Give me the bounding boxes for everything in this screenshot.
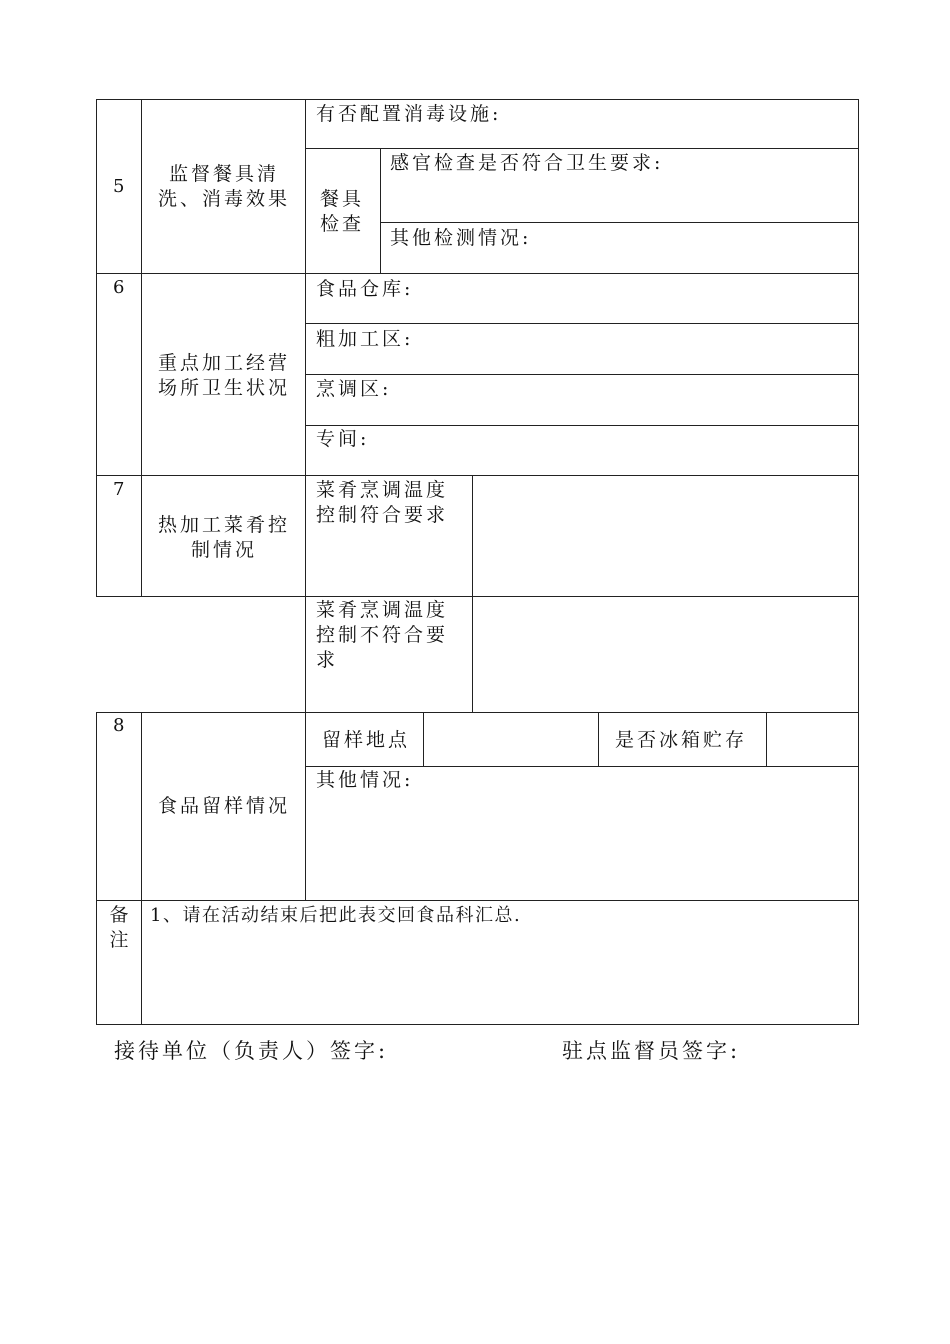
row-5-number: 5 [113,176,125,197]
sensory-check-field[interactable]: 感官检查是否符合卫生要求: [390,152,664,174]
receiving-unit-signature[interactable]: 接待单位（负责人）签字: [114,1039,389,1063]
row-6-number: 6 [113,277,125,298]
sample-location-label: 留样地点 [322,729,411,751]
disinfection-facility-field[interactable]: 有否配置消毒设施: [316,103,502,125]
fridge-storage-field[interactable] [769,715,857,765]
remarks-label: 备注 [109,904,129,951]
remarks-text: 1、请在活动结束后把此表交回食品科汇总. [150,905,522,926]
temp-compliant-field[interactable] [476,478,856,593]
temp-noncompliant-field[interactable] [476,599,856,709]
row-8-label: 食品留样情况 [157,795,290,817]
temp-noncompliant-label: 菜肴烹调温度控制不符合要求 [316,599,449,671]
other-tests-field[interactable]: 其他检测情况: [390,227,532,249]
food-warehouse-field[interactable]: 食品仓库: [316,278,414,300]
row-7-label: 热加工菜肴控制情况 [157,514,290,561]
tableware-check-label: 餐具检查 [320,188,365,235]
row-6-label: 重点加工经营场所卫生状况 [157,352,290,399]
row-5-label: 监督餐具清洗、消毒效果 [157,163,290,210]
special-room-field[interactable]: 专间: [316,428,370,450]
fridge-storage-label: 是否冰箱贮存 [615,729,748,751]
supervisor-signature[interactable]: 驻点监督员签字: [562,1039,741,1063]
row-7-number: 7 [113,479,125,500]
row-8-number: 8 [113,715,125,736]
sample-location-field[interactable] [426,715,596,765]
other-situation-field[interactable]: 其他情况: [316,769,414,791]
temp-compliant-label: 菜肴烹调温度控制符合要求 [316,479,449,526]
cooking-area-field[interactable]: 烹调区: [316,378,392,400]
rough-processing-field[interactable]: 粗加工区: [316,328,414,350]
